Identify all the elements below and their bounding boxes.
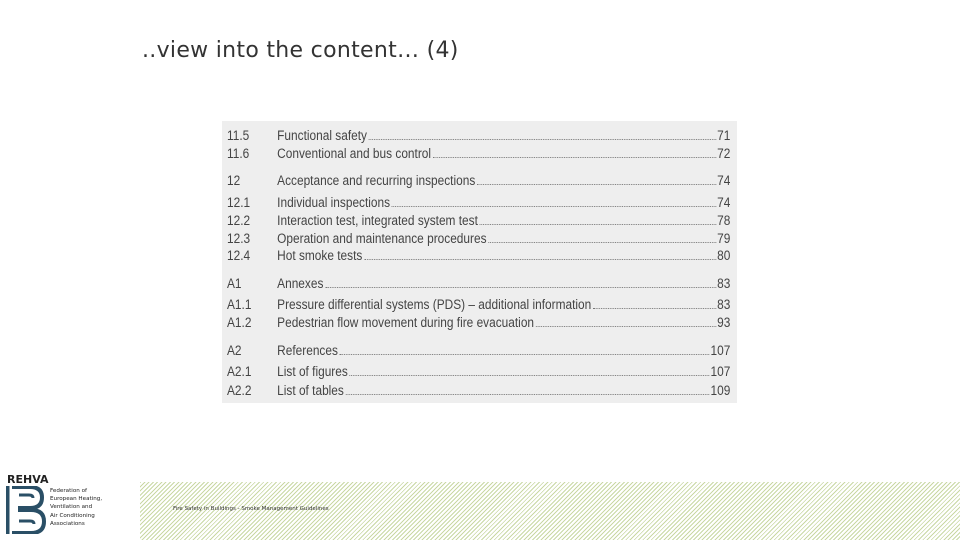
toc-entry [227, 273, 730, 291]
toc-entry-page: 71 [717, 128, 731, 143]
toc-entry-number: A1 [227, 276, 242, 291]
toc-leader-dots [593, 307, 716, 309]
toc-entry-title: Conventional and bus control [277, 146, 432, 161]
toc-leader-dots [392, 205, 716, 207]
toc-leader-dots [488, 241, 716, 243]
toc-entry-title: Pedestrian flow movement during fire evacuation [277, 315, 535, 330]
logo-description-line: Federation of [50, 488, 87, 494]
toc-entry [227, 228, 730, 246]
toc-entry [227, 170, 730, 188]
slide-title: ..view into the content… (4) [142, 38, 459, 63]
toc-entry-page: 72 [717, 146, 731, 161]
toc-entry-number: A1.2 [227, 315, 252, 330]
logo-description-line: Ventilation and [50, 504, 93, 511]
toc-entry-page: 74 [717, 195, 731, 210]
toc-image [222, 121, 737, 403]
footer-document-title: Fire Safety in Buildings - Smoke Management Guidelines [173, 506, 329, 512]
toc-entry-number: A2.2 [227, 383, 252, 398]
toc-entry-page: 74 [717, 173, 731, 188]
toc-leader-dots [350, 374, 710, 376]
rehva-logo-icon [6, 486, 48, 539]
toc-entry-title: List of tables [277, 383, 344, 398]
toc-entry [227, 312, 730, 330]
toc-entry-title: Functional safety [277, 128, 367, 143]
logo-description-line: Air Conditioning [50, 512, 95, 519]
toc-entry-page: 78 [717, 213, 731, 228]
toc-entry-page: 83 [717, 276, 731, 291]
toc-entry [227, 210, 730, 228]
toc-entry-title: Operation and maintenance procedures [277, 231, 487, 246]
toc-entry-title: Hot smoke tests [277, 248, 363, 263]
toc-entry-page: 107 [710, 364, 731, 379]
toc-entry [227, 192, 730, 210]
toc-entry-number: 12 [227, 173, 241, 188]
toc-entry [227, 340, 730, 358]
toc-entry-page: 83 [717, 297, 731, 312]
toc-entry-number: A1.1 [227, 297, 252, 312]
toc-entry-title: Individual inspections [277, 195, 391, 210]
toc-leader-dots [536, 325, 716, 327]
toc-entry-page: 107 [710, 343, 731, 358]
toc-entry [227, 125, 730, 143]
toc-entry [227, 294, 730, 312]
toc-entry-title: Acceptance and recurring inspections [277, 173, 476, 188]
toc-entry-page: 93 [717, 315, 731, 330]
logo-description-line: European Heating, [50, 496, 103, 503]
toc-entry [227, 380, 730, 398]
toc-leader-dots [369, 138, 717, 140]
toc-entry-title: Annexes [277, 276, 324, 291]
toc-entry-title: References [277, 343, 338, 358]
toc-leader-dots [364, 258, 716, 260]
toc-entry-page: 109 [710, 383, 731, 398]
toc-leader-dots [433, 156, 716, 158]
logo-wordmark: REHVA [7, 473, 49, 486]
toc-entry-number: 12.2 [227, 213, 251, 228]
toc-leader-dots [477, 183, 716, 185]
logo-description [50, 487, 125, 528]
logo-description-line: Associations [50, 520, 85, 527]
toc-entry-page: 80 [717, 248, 731, 263]
toc-entry [227, 245, 730, 263]
toc-entry-number: 11.5 [227, 128, 250, 143]
toc-leader-dots [480, 223, 717, 225]
toc-entry-number: A2 [227, 343, 242, 358]
toc-leader-dots [346, 393, 710, 395]
toc-entry-title: List of figures [277, 364, 348, 379]
toc-entry [227, 143, 730, 161]
toc-entry-page: 79 [717, 231, 731, 246]
toc-entry-title: Interaction test, integrated system test [277, 213, 478, 228]
toc-entry-number: 12.1 [227, 195, 251, 210]
toc-leader-dots [340, 353, 710, 355]
toc-leader-dots [325, 286, 716, 288]
toc-entry-number: A2.1 [227, 364, 252, 379]
toc-entry-number: 12.4 [227, 248, 251, 263]
toc-entry-number: 12.3 [227, 231, 251, 246]
toc-entry-title: Pressure differential systems (PDS) – additional information [277, 297, 592, 312]
toc-entry [227, 361, 730, 379]
toc-entry-number: 11.6 [227, 146, 250, 161]
